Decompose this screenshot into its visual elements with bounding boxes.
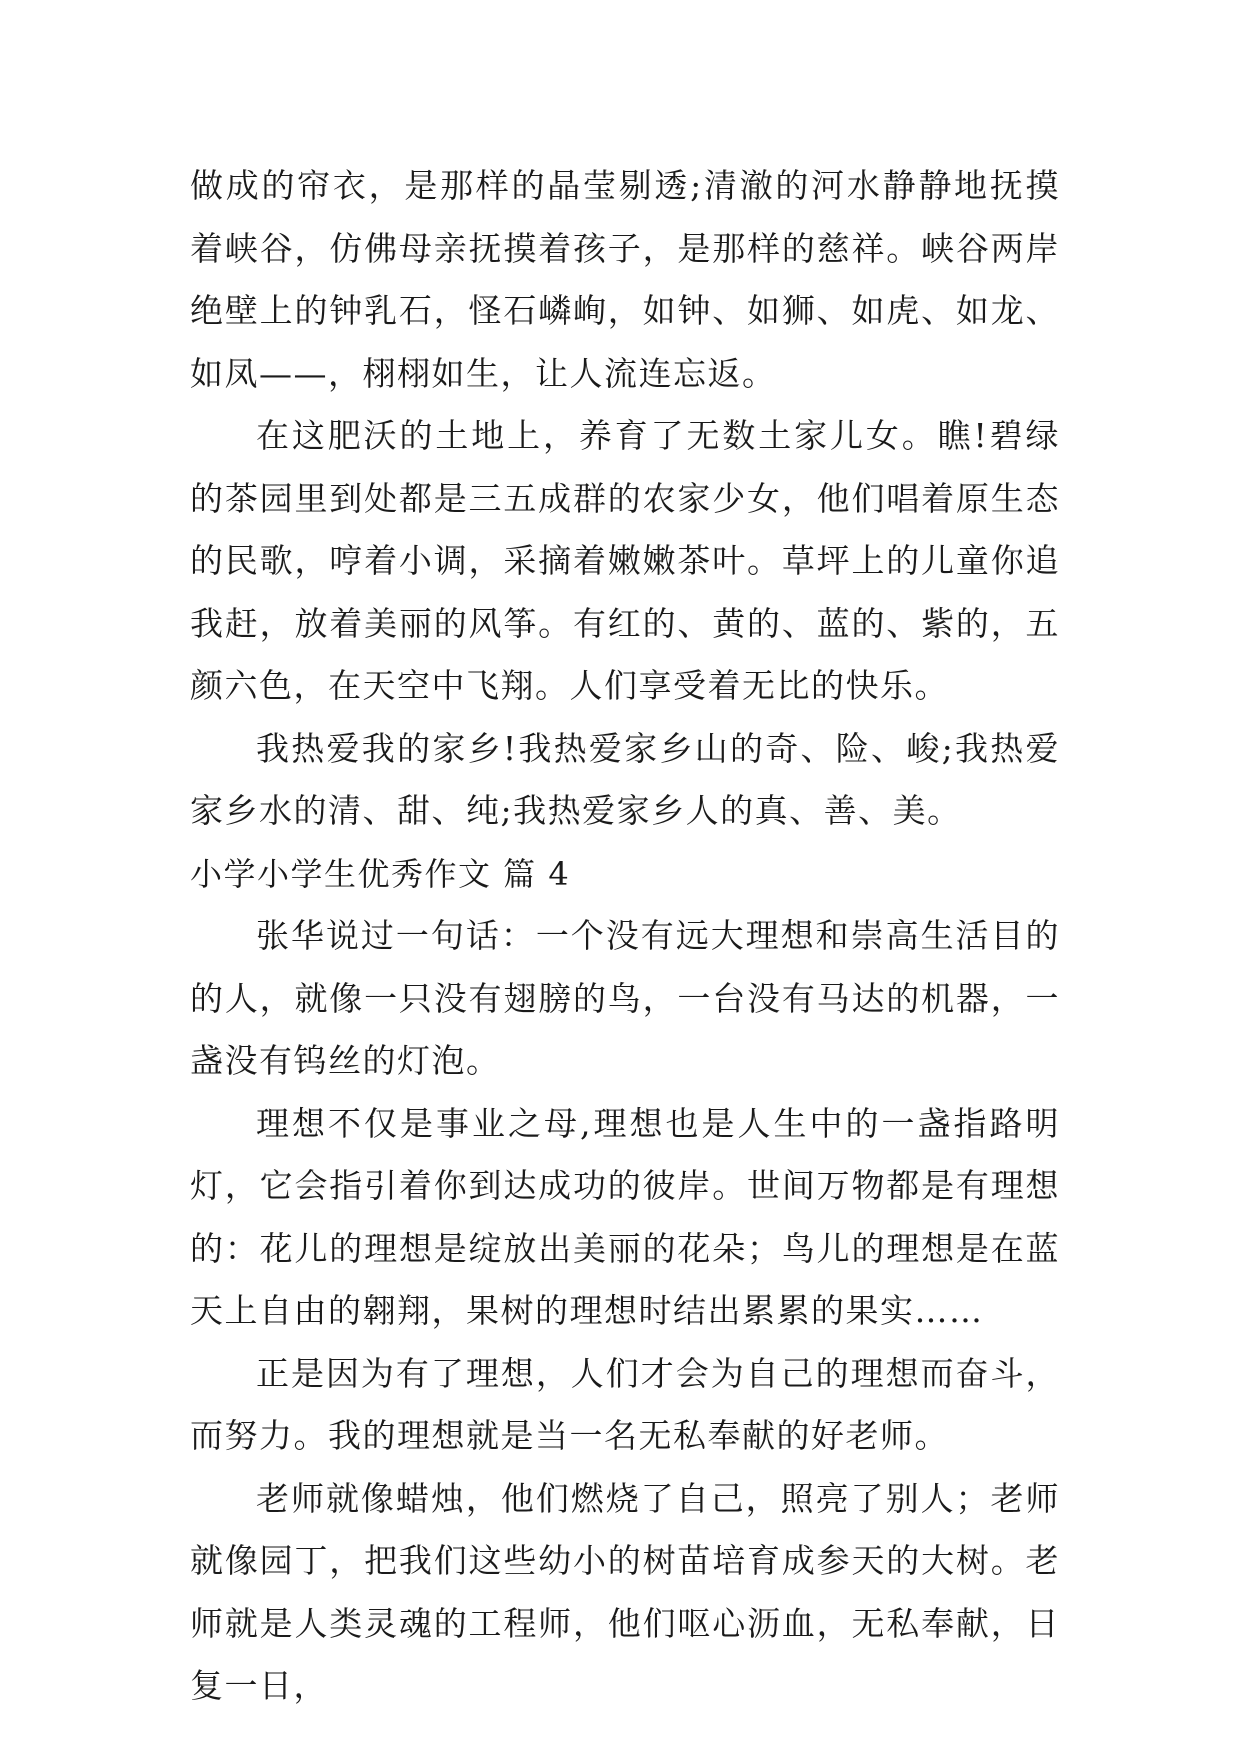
paragraph-gorge-description: 做成的帘衣，是那样的晶莹剔透;清澈的河水静静地抚摸着峡谷，仿佛母亲抚摸着孩子，是那样的慈祥。峡谷两岸绝壁上的钟乳石，怪石嶙峋，如钟、如狮、如虎、如龙、如凤——，栩栩如生，让人流连忘返。 [190,166,1060,393]
paragraph-teacher: 老师就像蜡烛，他们燃烧了自己，照亮了别人；老师就像园丁，把我们这些幼小的树苗培育成参天的大树。老师就是人类灵魂的工程师，他们呕心沥血，无私奉献，日复一日， [190,1478,1060,1705]
paragraph-my-ideal: 正是因为有了理想，人们才会为自己的理想而奋斗，而努力。我的理想就是当一名无私奉献的好老师。 [190,1353,1060,1455]
paragraph-love-hometown: 我热爱我的家乡!我热爱家乡山的奇、险、峻;我热爱家乡水的清、甜、纯;我热爱家乡人的真、善、美。 [190,728,1060,830]
paragraph-ideals: 理想不仅是事业之母,理想也是人生中的一盏指路明灯，它会指引着你到达成功的彼岸。世间万物都是有理想的：花儿的理想是绽放出美丽的花朵；鸟儿的理想是在蓝天上自由的翱翔，果树的理想时结出累累的果实…… [190,1103,1060,1330]
paragraph-zhanghua-quote: 张华说过一句话：一个没有远大理想和崇高生活目的的人，就像一只没有翅膀的鸟，一台没有马达的机器，一盏没有钨丝的灯泡。 [190,916,1060,1080]
paragraph-tujia-people: 在这肥沃的土地上，养育了无数土家儿女。瞧!碧绿的茶园里到处都是三五成群的农家少女，他们唱着原生态的民歌，哼着小调，采摘着嫩嫩茶叶。草坪上的儿童你追我赶，放着美丽的风筝。有红的、黄的、蓝的、紫的，五颜六色，在天空中飞翔。人们享受着无比的快乐。 [190,416,1060,705]
section-title: 小学小学生优秀作文 篇 4 [190,854,571,893]
document-body [190,155,1060,1718]
